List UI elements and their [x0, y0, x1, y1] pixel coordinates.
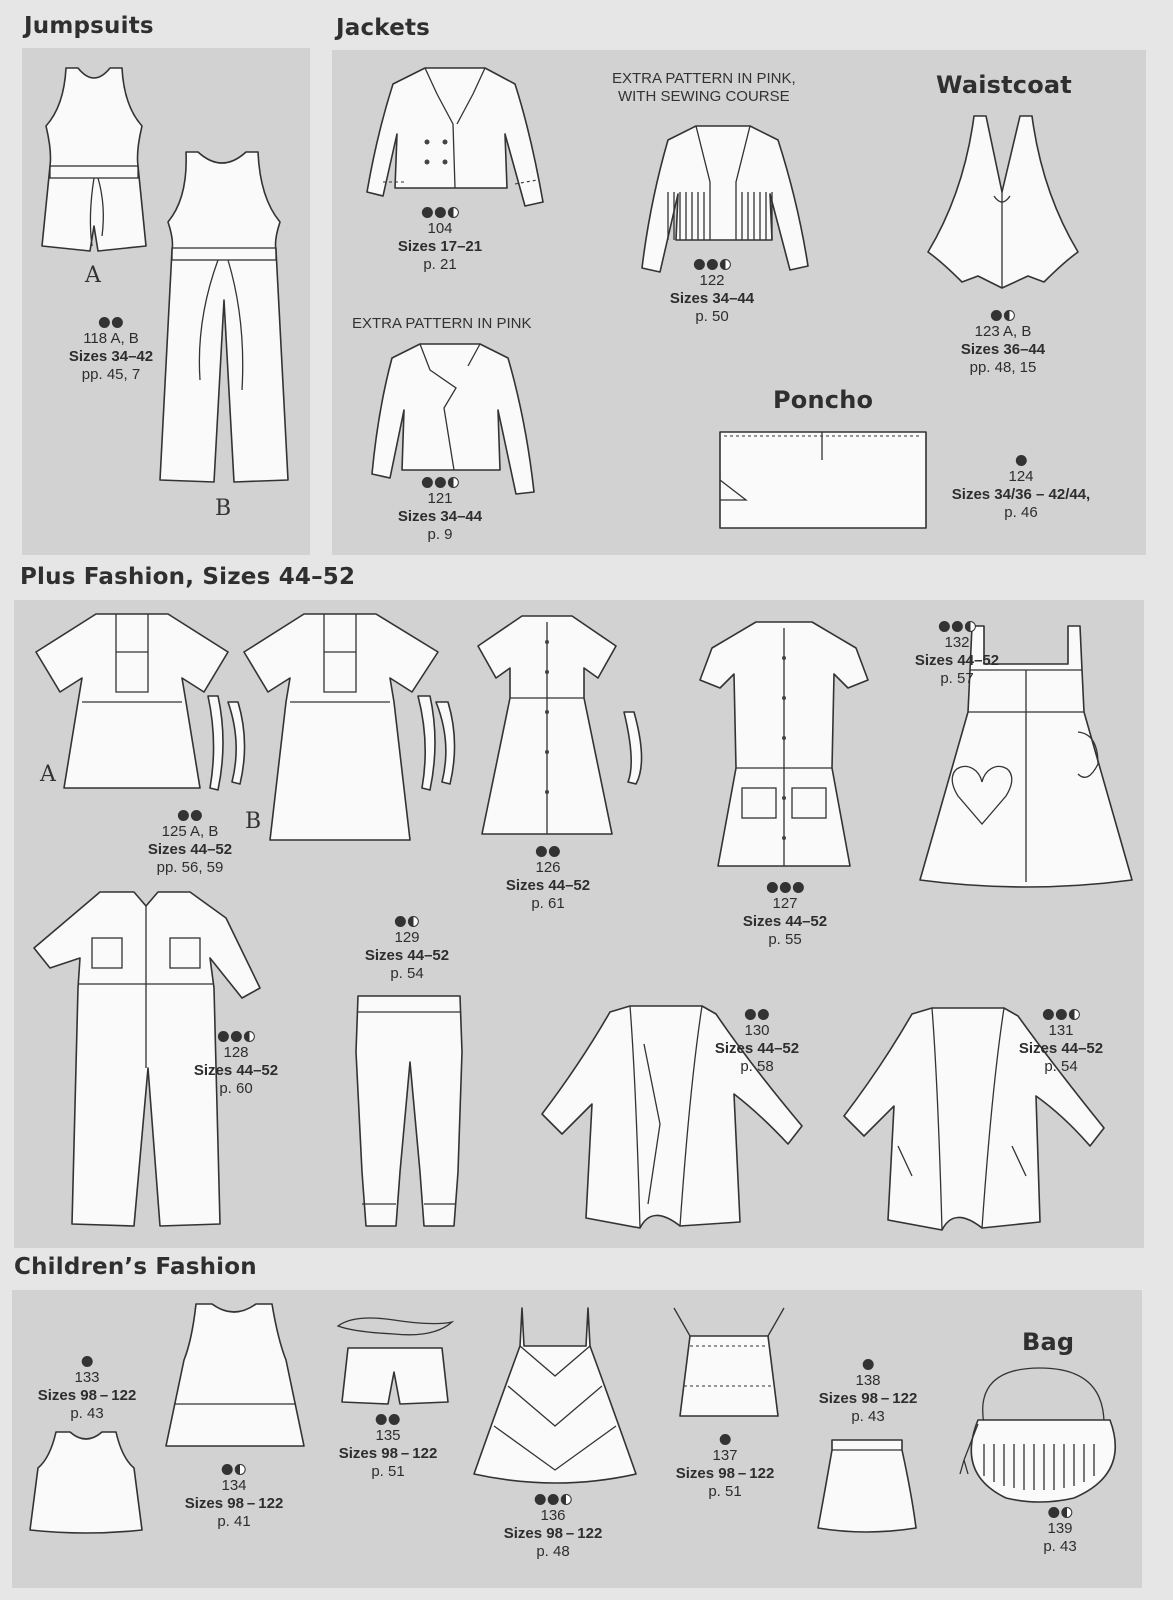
bag-sketch-139 [954, 1364, 1126, 1504]
pattern-123-caption [961, 308, 1045, 377]
pattern-page: pp. 56, 59 [156, 859, 224, 876]
difficulty-dot-icon [535, 1494, 546, 1505]
pattern-132-caption [915, 619, 999, 688]
pattern-page: p. 51 [371, 1463, 405, 1480]
pattern-page: p. 60 [219, 1080, 253, 1097]
pattern-sizes: Sizes 34–44 [669, 290, 755, 307]
pattern-118-caption [69, 315, 153, 384]
pattern-sizes: Sizes 98 – 122 [818, 1390, 918, 1407]
difficulty-dot-icon [758, 1009, 769, 1020]
pattern-number: 135 [375, 1427, 401, 1444]
section-title-plus-fashion: Plus Fashion, Sizes 44–52 [20, 564, 356, 590]
pattern-sizes: Sizes 44–52 [147, 841, 233, 858]
pattern-number: 127 [772, 895, 798, 912]
difficulty-dot-icon [178, 810, 189, 821]
camisole-sketch-137 [670, 1302, 788, 1420]
difficulty-dot-icon [422, 477, 433, 488]
pattern-page: p. 54 [390, 965, 424, 982]
difficulty-dot-icon [389, 1414, 400, 1425]
pattern-number: 122 [699, 272, 725, 289]
difficulty-dot-icon [222, 1464, 233, 1475]
section-title-jackets: Jackets [336, 15, 431, 41]
pattern-133-caption [38, 1354, 137, 1423]
difficulty-half-dot-icon [448, 207, 459, 218]
pattern-sizes: Sizes 98 – 122 [37, 1387, 137, 1404]
difficulty-half-dot-icon [965, 621, 976, 632]
pattern-page: pp. 48, 15 [969, 359, 1037, 376]
difficulty-dot-icon [767, 882, 778, 893]
pattern-number: 121 [427, 490, 453, 507]
pattern-number: 137 [712, 1447, 738, 1464]
difficulty-dots [69, 315, 153, 329]
difficulty-dot-icon [82, 1356, 93, 1367]
difficulty-dot-icon [939, 621, 950, 632]
difficulty-dot-icon [218, 1031, 229, 1042]
difficulty-dots [38, 1354, 137, 1368]
pattern-124-caption [952, 453, 1090, 522]
pattern-page: p. 50 [695, 308, 729, 325]
pattern-sizes: Sizes 44–52 [505, 877, 591, 894]
pattern-sizes: Sizes 34–44 [397, 508, 483, 525]
difficulty-dots [398, 475, 482, 489]
difficulty-dots [339, 1412, 438, 1426]
difficulty-dot-icon [435, 477, 446, 488]
pattern-page: p. 51 [708, 1483, 742, 1500]
difficulty-dot-icon [191, 810, 202, 821]
difficulty-dot-icon [435, 207, 446, 218]
difficulty-dot-icon [1056, 1009, 1067, 1020]
pattern-138-caption [819, 1357, 918, 1426]
pattern-137-caption [676, 1432, 775, 1501]
pattern-number: 123 A, B [974, 323, 1032, 340]
pattern-sizes: Sizes 98 – 122 [338, 1445, 438, 1462]
difficulty-dot-icon [1043, 1009, 1054, 1020]
pattern-sizes: Sizes 34/36 – 42/44, [951, 486, 1091, 503]
variant-letter-118b: B [215, 496, 232, 521]
pattern-page: p. 48 [536, 1543, 570, 1560]
pattern-129-caption [365, 914, 449, 983]
pattern-number: 124 [1008, 468, 1034, 485]
difficulty-dot-icon [793, 882, 804, 893]
pattern-page: p. 9 [427, 526, 453, 543]
pattern-sizes: Sizes 17–21 [397, 238, 483, 255]
difficulty-dots [670, 257, 754, 271]
pattern-139-caption [1043, 1505, 1076, 1556]
pattern-page: p. 43 [1043, 1538, 1077, 1555]
pattern-sizes: Sizes 44–52 [914, 652, 1000, 669]
pattern-126-caption [506, 844, 590, 913]
pattern-125-caption [148, 808, 232, 877]
pattern-sizes: Sizes 36–44 [960, 341, 1046, 358]
pattern-page: p. 46 [1004, 504, 1038, 521]
difficulty-dot-icon [863, 1359, 874, 1370]
section-title-jumpsuits: Jumpsuits [24, 13, 154, 39]
fringe-jacket-sketch-122 [638, 122, 810, 274]
pattern-136-caption [504, 1492, 603, 1561]
pattern-number: 129 [394, 929, 420, 946]
pattern-130-caption [715, 1007, 799, 1076]
pattern-number: 132 [944, 634, 970, 651]
pattern-sizes: Sizes 98 – 122 [503, 1525, 603, 1542]
trousers-sketch-129 [350, 992, 468, 1232]
difficulty-dot-icon [376, 1414, 387, 1425]
difficulty-dots [961, 308, 1045, 322]
pattern-sizes: Sizes 44–52 [364, 947, 450, 964]
difficulty-dot-icon [99, 317, 110, 328]
pattern-number: 130 [744, 1022, 770, 1039]
difficulty-half-dot-icon [561, 1494, 572, 1505]
difficulty-dots [1019, 1007, 1103, 1021]
difficulty-dots [676, 1432, 775, 1446]
extra-pattern-note-121: EXTRA PATTERN IN PINK [352, 315, 532, 332]
pattern-page: p. 54 [1044, 1058, 1078, 1075]
difficulty-dot-icon [694, 259, 705, 270]
difficulty-dots [819, 1357, 918, 1371]
variant-letter-125b: B [245, 809, 262, 834]
difficulty-dots [365, 914, 449, 928]
shorts-sketch-135 [334, 1312, 456, 1408]
difficulty-dots [952, 453, 1090, 467]
pattern-135-caption [339, 1412, 438, 1481]
skirt-sketch-138 [816, 1436, 918, 1534]
variant-letter-118a: A [85, 263, 101, 288]
pattern-page: pp. 45, 7 [81, 366, 141, 383]
pattern-number: 131 [1048, 1022, 1074, 1039]
pattern-sizes: Sizes 44–52 [714, 1040, 800, 1057]
section-title-waistcoat: Waistcoat [936, 71, 1072, 99]
difficulty-dot-icon [1015, 455, 1026, 466]
difficulty-half-dot-icon [1069, 1009, 1080, 1020]
pattern-131-caption [1019, 1007, 1103, 1076]
dress-sketch-134 [164, 1300, 306, 1450]
difficulty-dots [398, 205, 482, 219]
difficulty-dot-icon [720, 1434, 731, 1445]
pattern-sizes: Sizes 98 – 122 [184, 1495, 284, 1512]
pattern-number: 125 A, B [161, 823, 219, 840]
waistcoat-sketch-123 [924, 112, 1082, 290]
pattern-128-caption [194, 1029, 278, 1098]
pattern-number: 133 [74, 1369, 100, 1386]
difficulty-dots [715, 1007, 799, 1021]
pattern-sizes: Sizes 44–52 [1018, 1040, 1104, 1057]
difficulty-dots [1043, 1505, 1076, 1519]
difficulty-half-dot-icon [408, 916, 419, 927]
pattern-number: 136 [540, 1507, 566, 1524]
pattern-127-caption [743, 880, 827, 949]
section-title-childrens-fashion: Children’s Fashion [14, 1254, 257, 1280]
pattern-122-caption [670, 257, 754, 326]
pattern-number: 134 [221, 1477, 247, 1494]
difficulty-half-dot-icon [720, 259, 731, 270]
difficulty-dot-icon [231, 1031, 242, 1042]
extra-pattern-note-line-1: EXTRA PATTERN IN PINK, [612, 70, 796, 87]
difficulty-dots [504, 1492, 603, 1506]
dress-sketch-125b [242, 612, 458, 848]
difficulty-dots [506, 844, 590, 858]
difficulty-dots [743, 880, 827, 894]
section-title-bag: Bag [1022, 1328, 1075, 1356]
pattern-sizes: Sizes 44–52 [193, 1062, 279, 1079]
pattern-sizes: Sizes 44–52 [742, 913, 828, 930]
chevron-dress-sketch-136 [472, 1306, 638, 1486]
pattern-number: 139 [1047, 1520, 1073, 1537]
difficulty-half-dot-icon [244, 1031, 255, 1042]
difficulty-half-dot-icon [448, 477, 459, 488]
difficulty-dots [185, 1462, 284, 1476]
difficulty-dot-icon [536, 846, 547, 857]
difficulty-dot-icon [745, 1009, 756, 1020]
difficulty-dot-icon [952, 621, 963, 632]
difficulty-dot-icon [1048, 1507, 1059, 1518]
jumpsuit-sketch-118b [156, 150, 292, 485]
difficulty-dot-icon [549, 846, 560, 857]
section-title-poncho: Poncho [773, 386, 874, 414]
pattern-sizes: Sizes 34–42 [68, 348, 154, 365]
difficulty-dot-icon [780, 882, 791, 893]
difficulty-dot-icon [422, 207, 433, 218]
difficulty-half-dot-icon [235, 1464, 246, 1475]
pattern-number: 104 [427, 220, 453, 237]
difficulty-dots [148, 808, 232, 822]
tunic-sketch-125a [32, 612, 252, 802]
difficulty-dots [194, 1029, 278, 1043]
romper-sketch-118a [38, 66, 150, 261]
pattern-page: p. 41 [217, 1513, 251, 1530]
pattern-page: p. 57 [940, 670, 974, 687]
difficulty-half-dot-icon [1061, 1507, 1072, 1518]
difficulty-half-dot-icon [1004, 310, 1015, 321]
jacket-sketch-104 [365, 64, 545, 210]
extra-pattern-note-line-2: WITH SEWING COURSE [617, 88, 790, 105]
pattern-134-caption [185, 1462, 284, 1531]
top-sketch-133 [28, 1428, 144, 1534]
pattern-page: p. 55 [768, 931, 802, 948]
difficulty-dot-icon [991, 310, 1002, 321]
pattern-page: p. 43 [70, 1405, 104, 1422]
pattern-number: 138 [855, 1372, 881, 1389]
pattern-page: p. 58 [740, 1058, 774, 1075]
pattern-page: p. 43 [851, 1408, 885, 1425]
shirtdress-sketch-127 [672, 618, 896, 872]
difficulty-dot-icon [707, 259, 718, 270]
pattern-number: 126 [535, 859, 561, 876]
pattern-number: 118 A, B [83, 330, 139, 347]
pattern-page: p. 61 [531, 895, 565, 912]
pattern-104-caption [398, 205, 482, 274]
variant-letter-125a: A [40, 762, 56, 787]
poncho-sketch-124 [716, 430, 928, 530]
difficulty-dots [915, 619, 999, 633]
difficulty-dot-icon [112, 317, 123, 328]
pattern-page: p. 21 [423, 256, 457, 273]
pattern-sizes: Sizes 98 – 122 [675, 1465, 775, 1482]
pattern-number: 128 [223, 1044, 249, 1061]
difficulty-dot-icon [395, 916, 406, 927]
pattern-121-caption [398, 475, 482, 544]
extra-pattern-note-122 [612, 70, 796, 106]
difficulty-dot-icon [548, 1494, 559, 1505]
dress-sketch-126 [472, 612, 652, 842]
